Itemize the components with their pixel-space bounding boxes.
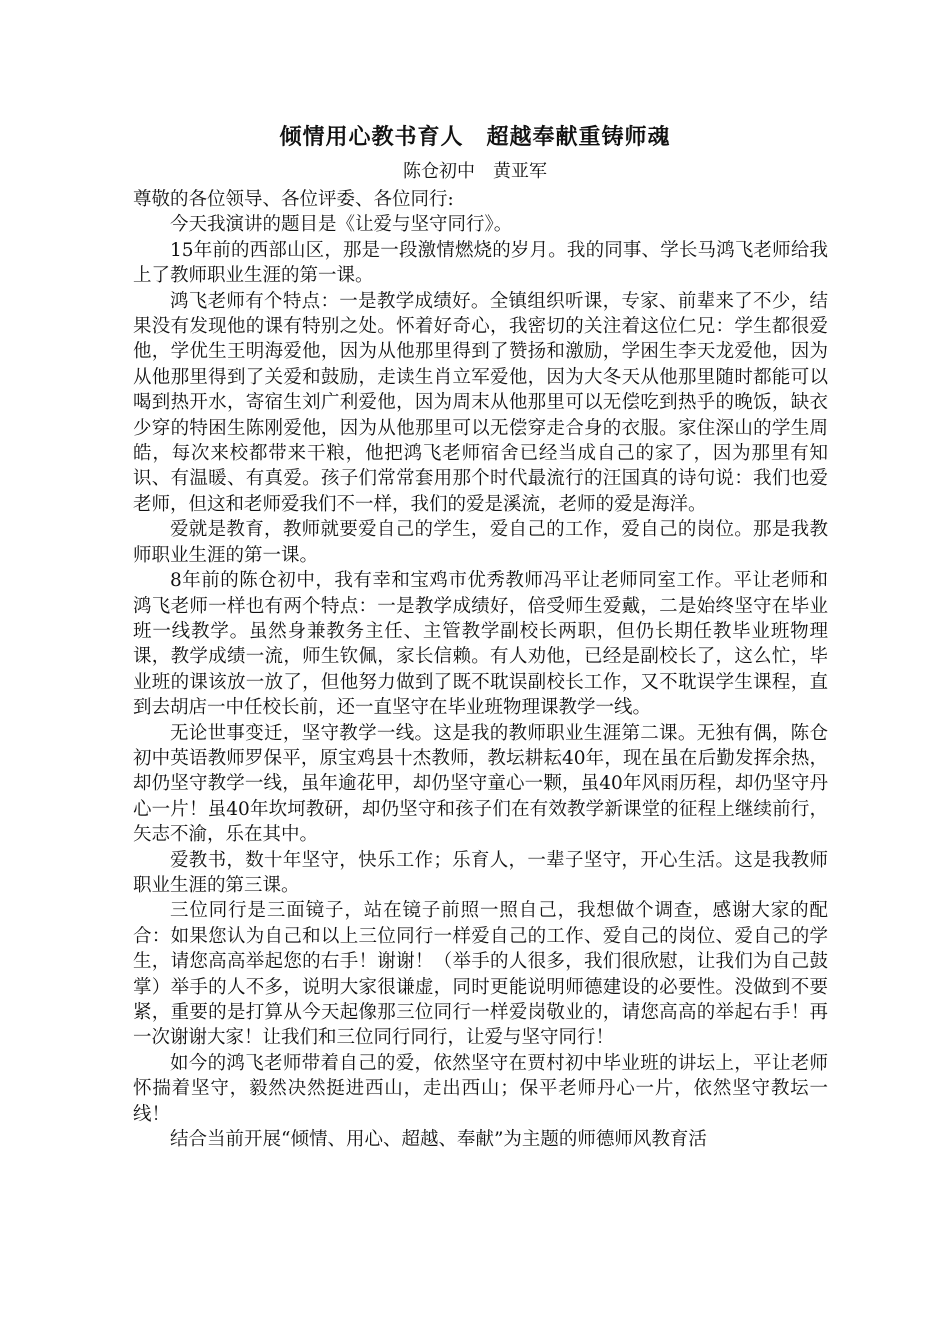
body-paragraph: 15年前的西部山区，那是一段激情燃烧的岁月。我的同事、学长马鸿飞老师给我上了教师职业生涯的第一课。 — [133, 239, 828, 287]
body-paragraph: 鸿飞老师有个特点：一是教学成绩好。全镇组织听课，专家、前辈来了不少，结果没有发现他的课有特别之处。怀着好奇心，我密切的关注着这位仁兄：学生都很爱他，学优生王明海爱他，因为从他那里得到了赞扬和激励，学困生李天龙爱他，因为从他那里得到了关爱和鼓励，走读生肖立军爱他，因为大冬天从他那里随时都能可以喝到热开水，寄宿生刘广利爱他，因为周末从他那里可以无偿吃到热乎的晚饭，缺衣少穿的特困生陈刚爱他，因为从他那里可以无偿穿走合身的衣服。家住深山的学生周皓，每次来校都带来干粮，他把鸿飞老师宿舍已经当成自己的家了，因为那里有知识、有温暖、有真爱。孩子们常常套用那个时代最流行的汪国真的诗句说：我们也爱老师，但这和老师爱我们不一样，我们的爱是溪流，老师的爱是海洋。 — [133, 290, 828, 515]
body-paragraph: 爱教书，数十年坚守，快乐工作；乐育人，一辈子坚守，开心生活。这是我教师职业生涯的第三课。 — [133, 849, 828, 896]
body-paragraph: 无论世事变迁，坚守教学一线。这是我的教师职业生涯第二课。无独有偶，陈仓初中英语教师罗保平，原宝鸡县十杰教师，教坛耕耘40年，现在虽在后勤发挥余热，却仍坚守教学一线，虽年逾花甲，却仍坚守童心一颗，虽40年风雨历程，却仍坚守丹心一片！虽40年坎坷教研，却仍坚守和孩子们在有效教学新课堂的征程上继续前行，矢志不渝，乐在其中。 — [133, 722, 828, 846]
document-body — [133, 187, 828, 1152]
body-paragraph: 三位同行是三面镜子，站在镜子前照一照自己，我想做个调查，感谢大家的配合：如果您认为自己和以上三位同行一样爱自己的工作、爱自己的岗位、爱自己的学生，请您高高举起您的右手！谢谢！（举手的人很多，我们很欣慰，让我们为自己鼓掌）举手的人不多，说明大家很谦虚，同时更能说明师德建设的必要性。没做到不要紧，重要的是打算从今天起像那三位同行一样爱岗敬业的，请您高高的举起右手！再一次谢谢大家！让我们和三位同行同行，让爱与坚守同行！ — [133, 900, 828, 1049]
body-paragraph: 结合当前开展“倾情、用心、超越、奉献”为主题的师德师风教育活 — [170, 1129, 707, 1151]
body-paragraph: 爱就是教育，教师就要爱自己的学生，爱自己的工作，爱自己的岗位。那是我教师职业生涯的第一课。 — [133, 519, 828, 566]
body-paragraph: 如今的鸿飞老师带着自己的爱，依然坚守在贾村初中毕业班的讲坛上，平让老师怀揣着坚守，毅然决然挺进西山，走出西山；保平老师丹心一片，依然坚守教坛一线！ — [133, 1052, 828, 1125]
document-author: 陈仓初中 黄亚军 — [403, 161, 547, 182]
salutation-paragraph: 尊敬的各位领导、各位评委、各位同行: — [133, 189, 454, 210]
body-paragraph: 8年前的陈仓初中，我有幸和宝鸡市优秀教师冯平让老师同室工作。平让老师和鸿飞老师一样也有两个特点：一是教学成绩好，倍受师生爱戴，二是始终坚守在毕业班一线教学。虽然身兼教务主任、主管教学副校长两职，但仍长期任教毕业班物理课，教学成绩一流，师生钦佩，家长信赖。有人劝他，已经是副校长了，这么忙，毕业班的课该放一放了，但他努力做到了既不耽误副校长工作，又不耽误学生课程，直到去胡店一中任校长前，还一直坚守在毕业班物理课教学一线。 — [133, 570, 828, 719]
body-paragraph: 今天我演讲的题目是《让爱与坚守同行》。 — [170, 214, 513, 236]
document-title: 倾情用心教书育人 超越奉献重铸师魂 — [279, 125, 671, 150]
